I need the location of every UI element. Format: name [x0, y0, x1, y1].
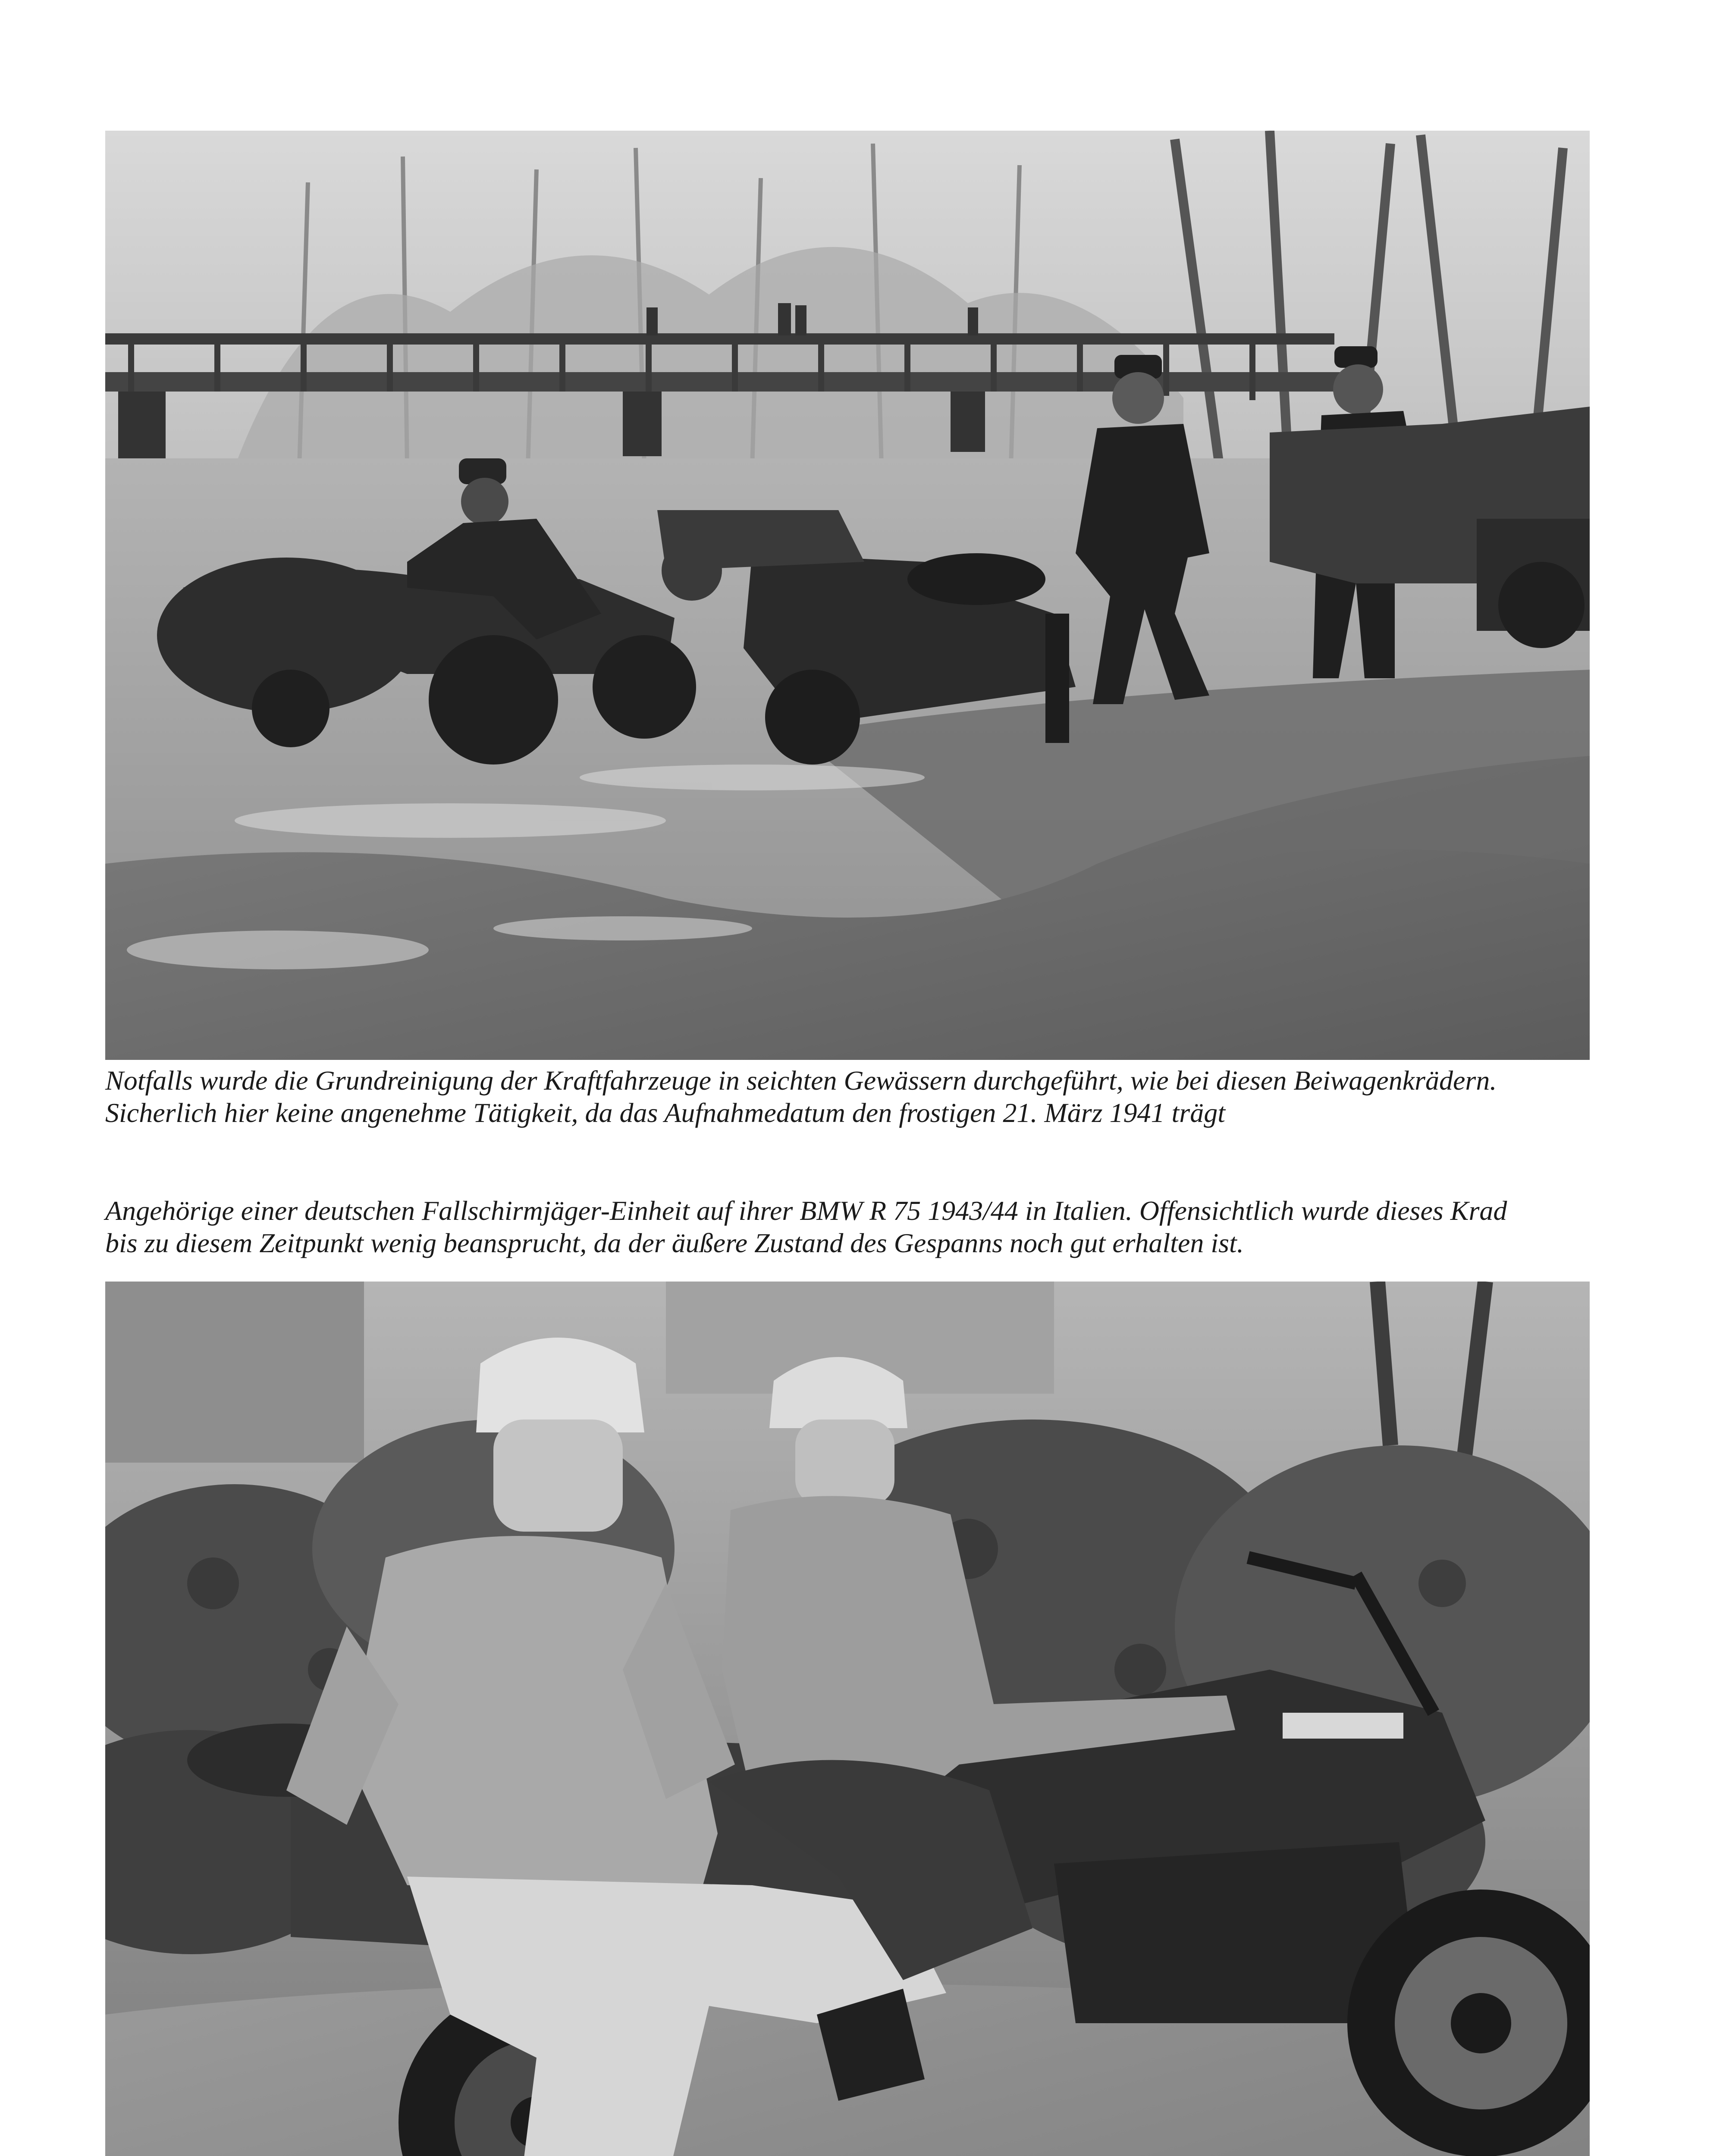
river-ford-sidecar-motorcycles-photo [105, 131, 1590, 1060]
caption-bottom-line-1: Angehörige einer deutschen Fallschirmjäger-Einheit auf ihrer BMW R 75 1943/44 in Italien. Offensichtlich wurde dieses Krad [105, 1195, 1507, 1226]
caption-top [105, 1064, 1597, 1129]
paratroopers-bmw-sidecar-photo [105, 1282, 1590, 2156]
caption-top-line-2: Sicherlich hier keine angenehme Tätigkeit, da das Aufnahmedatum den frostigen 21. März 1941 trägt [105, 1097, 1225, 1128]
caption-bottom-line-2: bis zu diesem Zeitpunkt wenig beansprucht, da der äußere Zustand des Gespanns noch gut erhalten ist. [105, 1228, 1244, 1258]
caption-bottom [105, 1194, 1597, 1259]
caption-top-line-1: Notfalls wurde die Grundreinigung der Kraftfahrzeuge in seichten Gewässern durchgeführt, wie bei diesen Beiwagenkrädern. [105, 1065, 1497, 1096]
